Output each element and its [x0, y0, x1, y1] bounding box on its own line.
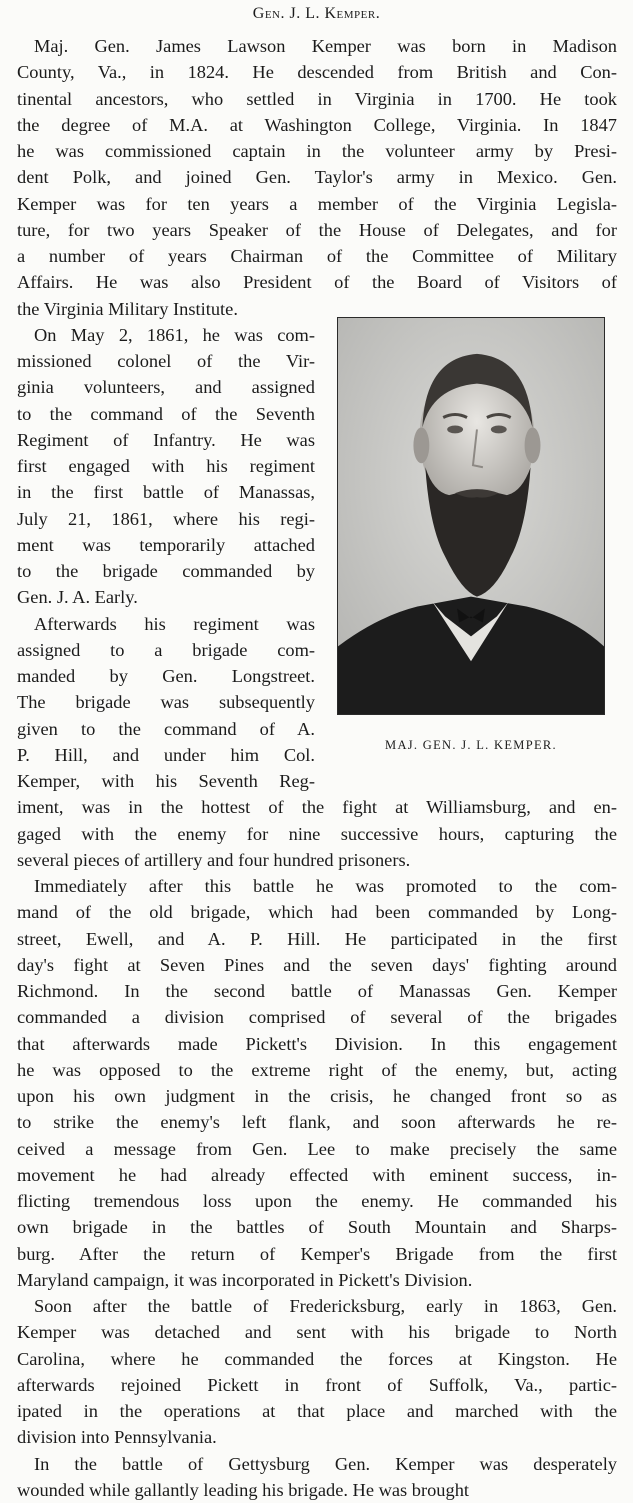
text-line: movement he had already effected with eminent success, in- [17, 1165, 617, 1185]
text-line: Kemper was detached and sent with his brigade to North [17, 1322, 617, 1342]
text-line: Richmond. In the second battle of Manassas Gen. Kemper [17, 981, 617, 1001]
text-line: Maryland campaign, it was incorporated in Pickett's Division. [17, 1270, 473, 1290]
text-line: burg. After the return of Kemper's Brigade from the first [17, 1244, 617, 1264]
text-line: ture, for two years Speaker of the House of Delegates, and for [17, 220, 617, 240]
text-line: afterwards rejoined Pickett in front of Suffolk, Va., partic- [17, 1375, 617, 1395]
text-line: division into Pennsylvania. [17, 1427, 217, 1447]
text-line: day's fight at Seven Pines and the seven days' fighting around [17, 955, 617, 975]
text-line: ipated in the operations at that place and marched with the [17, 1401, 617, 1421]
text-line: The brigade was subsequently [17, 692, 315, 712]
text-line: On May 2, 1861, he was com- [34, 325, 315, 345]
text-line: Immediately after this battle he was promoted to the com- [34, 876, 617, 896]
text-line: he was opposed to the extreme right of the enemy, but, acting [17, 1060, 617, 1080]
text-line: first engaged with his regiment [17, 456, 315, 476]
text-line: mand of the old brigade, which had been commanded by Long- [17, 902, 617, 922]
text-line: wounded while gallantly leading his brigade. He was brought [17, 1480, 469, 1500]
text-line: several pieces of artillery and four hundred prisoners. [17, 850, 411, 870]
text-line: Afterwards his regiment was [34, 614, 315, 634]
text-line: ceived a message from Gen. Lee to make precisely the same [17, 1139, 617, 1159]
text-line: a number of years Chairman of the Committee of Military [17, 246, 617, 266]
text-line: Carolina, where he commanded the forces at Kingston. He [17, 1349, 617, 1369]
text-line: Regiment of Infantry. He was [17, 430, 315, 450]
text-line: Maj. Gen. James Lawson Kemper was born in Madison [34, 36, 617, 56]
text-line: ment was temporarily attached [17, 535, 315, 555]
text-line: the Virginia Military Institute. [17, 299, 238, 319]
text-line: July 21, 1861, where his regi- [17, 509, 315, 529]
text-line: flicting tremendous loss upon the enemy. He commanded his [17, 1191, 617, 1211]
text-line: assigned to a brigade com- [17, 640, 315, 660]
text-line: the degree of M.A. at Washington College, Virginia. In 1847 [17, 115, 617, 135]
article-title: Gen. J. L. Kemper. [252, 5, 381, 22]
text-line: commanded a division comprised of several of the brigades [17, 1007, 617, 1027]
text-line: Gen. J. A. Early. [17, 587, 138, 607]
text-line: In the battle of Gettysburg Gen. Kemper was desperately [34, 1454, 617, 1474]
text-line: to strike the enemy's left flank, and soon afterwards he re- [17, 1112, 617, 1132]
text-line: Kemper was for ten years a member of the Virginia Legisla- [17, 194, 617, 214]
text-line: Soon after the battle of Fredericksburg, early in 1863, Gen. [34, 1296, 617, 1316]
text-line: tinental ancestors, who settled in Virginia in 1700. He took [17, 89, 617, 109]
text-line: in the first battle of Manassas, [17, 482, 315, 502]
text-line: ginia volunteers, and assigned [17, 377, 315, 397]
text-line: to the brigade commanded by [17, 561, 315, 581]
portrait-image [338, 318, 604, 714]
text-line: manded by Gen. Longstreet. [17, 666, 315, 686]
text-line: missioned colonel of the Vir- [17, 351, 315, 371]
text-line: Affairs. He was also President of the Board of Visitors of [17, 272, 617, 292]
text-line: that afterwards made Pickett's Division. In this engagement [17, 1034, 617, 1054]
text-line: gaged with the enemy for nine successive hours, capturing the [17, 824, 617, 844]
text-line: to the command of the Seventh [17, 404, 315, 424]
text-line: Kemper, with his Seventh Reg- [17, 771, 315, 791]
portrait-photo [337, 317, 605, 715]
text-line: P. Hill, and under him Col. [17, 745, 315, 765]
text-line: own brigade in the battles of South Mountain and Sharps- [17, 1217, 617, 1237]
text-line: upon his own judgment in the crisis, he changed front so as [17, 1086, 617, 1106]
text-line: given to the command of A. [17, 719, 315, 739]
portrait-caption: MAJ. GEN. J. L. KEMPER. [385, 738, 557, 752]
text-line: iment, was in the hottest of the fight at Williamsburg, and en- [17, 797, 617, 817]
text-line: dent Polk, and joined Gen. Taylor's army in Mexico. Gen. [17, 167, 617, 187]
text-line: he was commissioned captain in the volunteer army by Presi- [17, 141, 617, 161]
text-line: street, Ewell, and A. P. Hill. He participated in the first [17, 929, 617, 949]
text-line: County, Va., in 1824. He descended from British and Con- [17, 62, 617, 82]
